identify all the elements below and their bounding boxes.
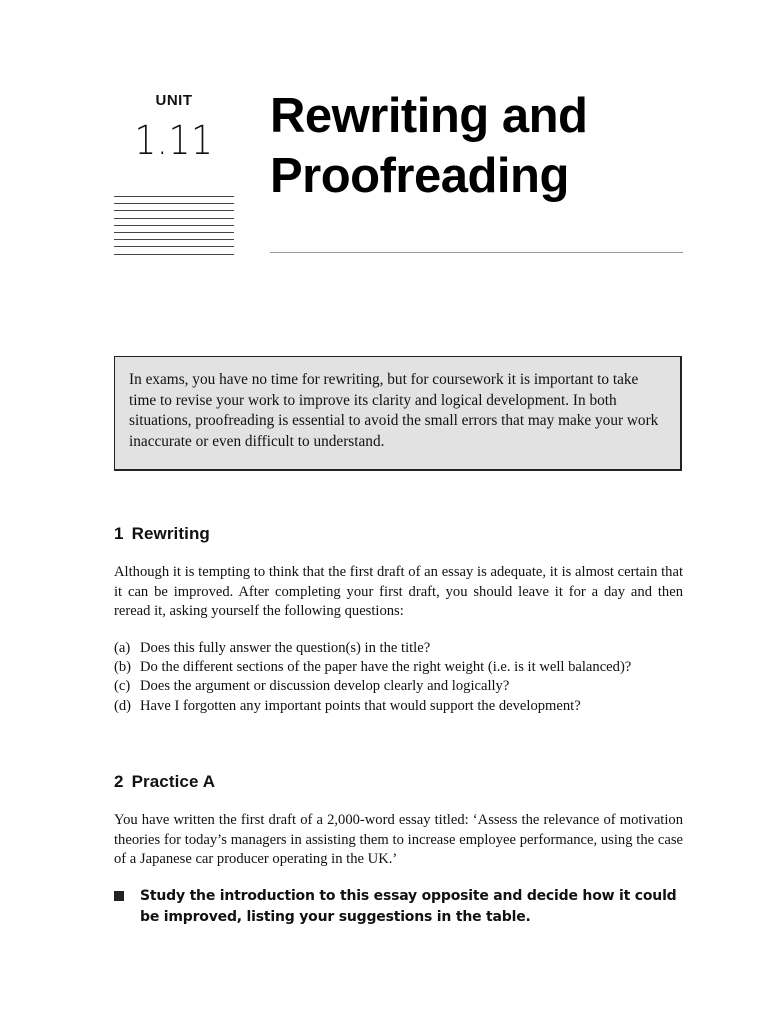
- practice-a-paragraph: You have written the first draft of a 2,000-word essay titled: ‘Assess the relevance of motivation theories for today’s managers in assisting them to increase employee performance, using the case of a Japanese car producer operating in the UK.’: [114, 812, 683, 868]
- intro-box: [114, 356, 682, 471]
- list-item-label: (a): [114, 640, 131, 656]
- rewriting-paragraph: Although it is tempting to think that the first draft of an essay is adequate, it is almost certain that it can be improved. After completing your first draft, you should leave it for a day and then reread it, asking yourself the following questions:: [114, 564, 683, 620]
- list-item-label: (c): [114, 678, 131, 695]
- section-number: 1: [114, 524, 124, 543]
- list-item-label: (b): [114, 659, 132, 676]
- section-title: Rewriting: [131, 524, 210, 543]
- page-title: [270, 86, 690, 206]
- list-item-label: (d): [114, 697, 132, 714]
- question-list: [114, 639, 683, 716]
- page-title-line-1: Rewriting and: [270, 89, 588, 143]
- unit-number: 1.11: [134, 118, 214, 164]
- list-item-text: Do the different sections of the paper have the right weight (i.e. is it well balanced)?: [140, 659, 632, 676]
- section-title: Practice A: [131, 772, 216, 791]
- unit-label: UNIT: [155, 92, 193, 109]
- title-divider: [270, 252, 683, 253]
- section-number: 2: [114, 772, 124, 791]
- section-heading-rewriting: [114, 524, 210, 544]
- list-item: [114, 639, 683, 658]
- list-item-text: Does this fully answer the question(s) in the title?: [140, 640, 431, 656]
- list-item-text: Does the argument or discussion develop clearly and logically?: [140, 678, 510, 695]
- list-item: [114, 677, 683, 696]
- unit-decorative-rules: [114, 196, 234, 261]
- list-item: [114, 697, 683, 716]
- page-title-line-2: Proofreading: [270, 149, 569, 203]
- intro-text: In exams, you have no time for rewriting, but for coursework it is important to take time to revise your work to improve its clarity and logical development. In both situations, proofreading is essential to avoid the small errors that may make your work inaccurate or even difficult to understand.: [129, 371, 659, 450]
- task-text: Study the introduction to this essay opposite and decide how it could be improved, listing your suggestions in the table.: [140, 888, 677, 925]
- list-item-text: Have I forgotten any important points that would support the development?: [140, 697, 581, 714]
- task-instruction: [114, 886, 683, 928]
- list-item: [114, 658, 683, 677]
- section-heading-practice-a: [114, 772, 215, 792]
- square-bullet-icon: [114, 891, 124, 901]
